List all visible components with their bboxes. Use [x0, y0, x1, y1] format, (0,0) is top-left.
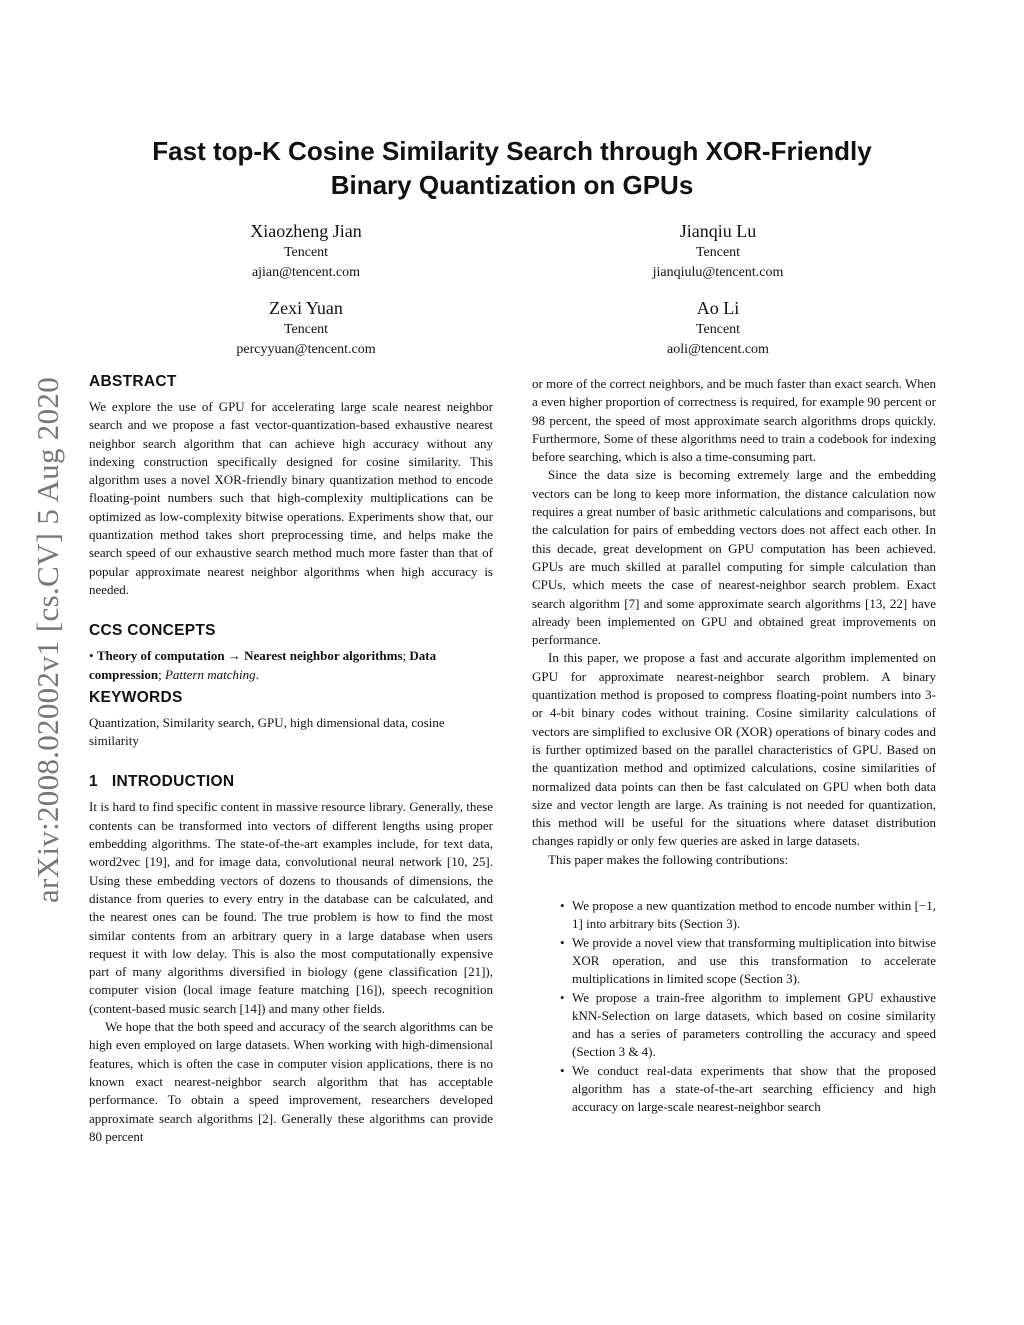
- keywords-text: Quantization, Similarity search, GPU, high dimensional data, cosine similarity: [89, 714, 445, 749]
- author-block-1: [156, 219, 456, 283]
- contribution-text: We propose a train-free algorithm to implement GPU exhaustive kNN-Selection on large datasets, which based on cosine similarity and has a series of parameters controlling the accuracy and speed (Section 3 & 4).: [572, 989, 936, 1060]
- author-name: Zexi Yuan: [269, 298, 343, 318]
- arxiv-identifier: arXiv:2008.02002v1 [cs.CV] 5 Aug 2020: [30, 376, 65, 904]
- author-block-3: [156, 296, 456, 360]
- ccs-bullet: •: [89, 648, 94, 664]
- list-item: [532, 897, 936, 934]
- ccs-separator: ;: [402, 648, 407, 664]
- author-affiliation: Tencent: [283, 245, 329, 260]
- intro-paragraph-2-continued: or more of the correct neighbors, and be much faster than exact search. When a even higher proportion of correctness is required, for example 90 percent or 98 percent, the speed of most approximate search algorithms drops quickly. Furthermore, Some of these algorithms need to train a codebook for indexing before searching, which is also a time-consuming part.: [532, 376, 936, 465]
- author-name: Ao Li: [696, 298, 740, 318]
- contribution-text: We provide a novel view that transforming multiplication into bitwise XOR operation, and use this transformation to accelerate multiplications in limited scope (Section 3).: [572, 934, 936, 987]
- contribution-text: We conduct real-data experiments that show that the proposed algorithm has a state-of-the-art searching efficiency and high accuracy on large-scale nearest-neighbor search: [572, 1062, 936, 1115]
- paper-title-line-2: Binary Quantization on GPUs: [330, 170, 694, 200]
- bullet: •: [560, 934, 565, 950]
- author-name: Xiaozheng Jian: [250, 221, 362, 241]
- ccs-end: .: [255, 666, 259, 682]
- abstract-heading: ABSTRACT: [89, 373, 177, 390]
- introduction-heading: [89, 772, 493, 792]
- section-number: 1: [89, 773, 98, 791]
- list-item: [532, 1062, 936, 1117]
- ccs-item-theory: Theory of computation → Nearest neighbor algorithms: [96, 648, 403, 664]
- keywords-heading: KEYWORDS: [89, 688, 183, 706]
- intro-paragraph-5: This paper makes the following contributions:: [548, 851, 789, 867]
- paper-title: [110, 134, 914, 202]
- author-affiliation: Tencent: [695, 322, 741, 337]
- author-email: ajian@tencent.com: [251, 265, 361, 280]
- section-title: INTRODUCTION: [111, 773, 235, 791]
- author-affiliation: Tencent: [283, 322, 329, 337]
- right-column: [532, 375, 936, 1117]
- intro-paragraph-3: Since the data size is becoming extremely large and the embedding vectors can be long to keep more information, the distance calculation now requires a great number of basic arithmetic calculations and comparisons, but the calculation for pairs of embedding vectors does not affect each other. In this decade, great development on GPU computation has been achieved. GPUs are much skilled at parallel computing for simple calculation than CPUs, which meets the case of nearest-neighbor search problem. Exact search algorithm [7] and some approximate search algorithms [13, 22] have already been implemented on GPU and obtained great improvements on performance.: [532, 467, 936, 648]
- author-email: aoli@tencent.com: [667, 342, 769, 357]
- ccs-concepts-text: [89, 647, 493, 684]
- intro-paragraph-1: It is hard to find specific content in massive resource library. Generally, these contents can be transformed into vectors of different lengths using proper embedding algorithms. The state-of-the-art examples include, for text data, word2vec [19], and for image data, convolutional neural network [10, 25]. Using these embedding vectors of dozens to thousands of dimensions, the distance from queries to every entry in the database can be calculated, and the nearest ones can be found. The true problem is how to find the most similar contents from an arbitrary query in a large database when users request it with low delay. This is also the most computationally expensive part of many algorithms diversified in biology (gene classification [21]), computer vision (local image feature matching [16]), speech recognition (content-based music search [14]) and many other fields.: [89, 799, 493, 1016]
- ccs-item-data-compression: Data compression: [89, 648, 437, 682]
- bullet: •: [560, 898, 565, 914]
- ccs-concepts-heading: CCS CONCEPTS: [89, 622, 216, 640]
- intro-paragraph-2: We hope that the both speed and accuracy of the search algorithms can be high even employed on large datasets. When working with high-dimensional features, which is often the case in computer vision applications, there is no known exact nearest-neighbor search algorithm that has acceptable performance. To obtain a speed improvement, researchers developed approximate search algorithms [2]. Generally these algorithms can provide 80 percent: [89, 1019, 493, 1144]
- bullet: •: [560, 989, 565, 1005]
- author-affiliation: Tencent: [695, 245, 741, 260]
- contributions-list: [532, 897, 936, 1117]
- intro-paragraph-4: In this paper, we propose a fast and accurate algorithm implemented on GPU for approximate nearest-neighbor search problem. A binary quantization method is proposed to compress floating-point numbers into 3- or 4-bit binary codes without training. Cosine similarity calculations of vectors are simplified to exclusive OR (XOR) operations of binary codes and is further optimized based on the parallel characteristics of GPU. Based on the quantization method and optimized calculations, cosine similarities of normalized data points can then be fast calculated on GPU when both data size and vector length are large. As training is not needed for quantization, this method will be useful for the situations where dataset distribution changes rapidly or only few queries are asked in large datasets.: [532, 650, 936, 849]
- author-email: jianqiulu@tencent.com: [652, 265, 784, 280]
- list-item: [532, 989, 936, 1062]
- left-column: [89, 372, 493, 1146]
- author-block-4: [568, 296, 868, 360]
- paper-title-line-1: Fast top-K Cosine Similarity Search through XOR-Friendly: [152, 136, 872, 166]
- author-block-2: [568, 219, 868, 283]
- list-item: [532, 934, 936, 989]
- ccs-separator: ;: [158, 666, 162, 682]
- author-name: Jianqiu Lu: [679, 221, 757, 241]
- bullet: •: [560, 1062, 565, 1078]
- author-email: percyyuan@tencent.com: [236, 342, 376, 357]
- abstract-text: We explore the use of GPU for accelerating large scale nearest neighbor search and we propose a fast vector-quantization-based exhaustive nearest neighbor search algorithm that can achieve high accuracy without any indexing construction specifically designed for cosine similarity. This algorithm uses a novel XOR-friendly binary quantization method to encode floating-point numbers such that high-complexity multiplications can be optimized as low-complexity bitwise operations. Experiments show that, our quantization method takes short preprocessing time, and helps make the search speed of our exhaustive search method much more faster than that of popular approximate nearest neighbor algorithms when high accuracy is needed.: [89, 399, 493, 597]
- contribution-text: We propose a new quantization method to encode number within [−1, 1] into arbitrary bits (Section 3).: [572, 898, 936, 932]
- ccs-item-pattern-matching: Pattern matching: [164, 666, 256, 682]
